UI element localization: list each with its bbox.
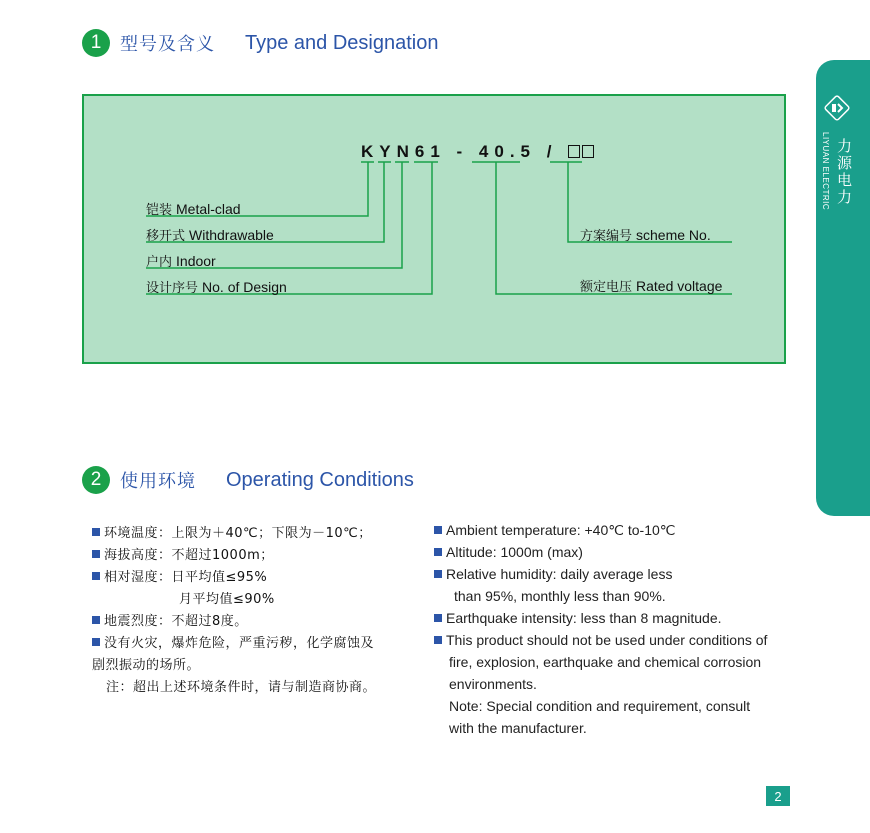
list-item-continuation: 剧烈振动的场所。	[92, 658, 201, 673]
square-bullet-icon	[434, 636, 442, 644]
list-item: Relative humidity: daily average less	[434, 566, 672, 582]
square-bullet-icon	[434, 614, 442, 622]
label-scheme-number: 方案编号 scheme No.	[580, 227, 711, 244]
list-item: Ambient temperature: +40℃ to-10℃	[434, 522, 676, 539]
section-number-badge: 2	[82, 466, 110, 494]
section-title-en: Operating Conditions	[226, 468, 414, 491]
section-number-badge: 1	[82, 29, 110, 57]
section-title-cn: 使用环境	[120, 471, 196, 492]
list-item: Altitude: 1000m (max)	[434, 544, 583, 560]
square-bullet-icon	[92, 638, 100, 646]
list-item-continuation: than 95%, monthly less than 90%.	[454, 588, 666, 604]
label-design-number: 设计序号 No. of Design	[146, 279, 287, 296]
note-text: 注：超出上述环境条件时，请与制造商协商。	[106, 680, 377, 695]
list-item-continuation: environments.	[449, 676, 537, 692]
brand-side-tab	[816, 60, 870, 516]
square-bullet-icon	[434, 526, 442, 534]
page-number: 2	[766, 786, 790, 806]
model-code: KYN61 - 40.5 /	[361, 142, 596, 162]
square-bullet-icon	[434, 548, 442, 556]
list-item: 海拔高度：不超过1000m；	[92, 544, 274, 563]
square-bullet-icon	[434, 570, 442, 578]
square-bullet-icon	[92, 528, 100, 536]
list-item-continuation: fire, explosion, earthquake and chemical corrosion	[449, 654, 762, 670]
note-text: with the manufacturer.	[449, 720, 587, 736]
designation-diagram	[82, 94, 786, 364]
scheme-placeholder-box	[582, 145, 594, 158]
section-1-heading	[82, 28, 438, 58]
brand-name-en: LIYUAN ELECTRIC	[821, 132, 830, 211]
list-item-continuation: 月平均值≤90%	[179, 592, 275, 607]
list-item: Earthquake intensity: less than 8 magnitude.	[434, 610, 722, 626]
section-title-en: Type and Designation	[245, 31, 439, 54]
square-bullet-icon	[92, 550, 100, 558]
section-title-cn: 型号及含义	[120, 34, 215, 55]
label-withdrawable: 移开式 Withdrawable	[146, 227, 274, 244]
section-2-heading	[82, 465, 414, 495]
note-text: Note: Special condition and requirement, consult	[449, 698, 751, 714]
list-item: 环境温度：上限为＋40℃；下限为－10℃；	[92, 522, 372, 541]
label-rated-voltage: 额定电压 Rated voltage	[580, 278, 723, 295]
list-item: 相对湿度：日平均值≤95%	[92, 566, 267, 585]
square-bullet-icon	[92, 572, 100, 580]
square-bullet-icon	[92, 616, 100, 624]
liyuan-logo-icon	[824, 95, 850, 121]
brand-name-cn: 力源电力	[835, 138, 853, 206]
label-metal-clad: 铠装 Metal-clad	[146, 201, 241, 218]
list-item: 地震烈度：不超过8度。	[92, 610, 248, 629]
list-item: This product should not be used under conditions of	[434, 632, 767, 648]
scheme-placeholder-box	[568, 145, 580, 158]
list-item: 没有火灾，爆炸危险，严重污秽，化学腐蚀及	[92, 632, 374, 651]
label-indoor: 户内 Indoor	[146, 253, 216, 270]
